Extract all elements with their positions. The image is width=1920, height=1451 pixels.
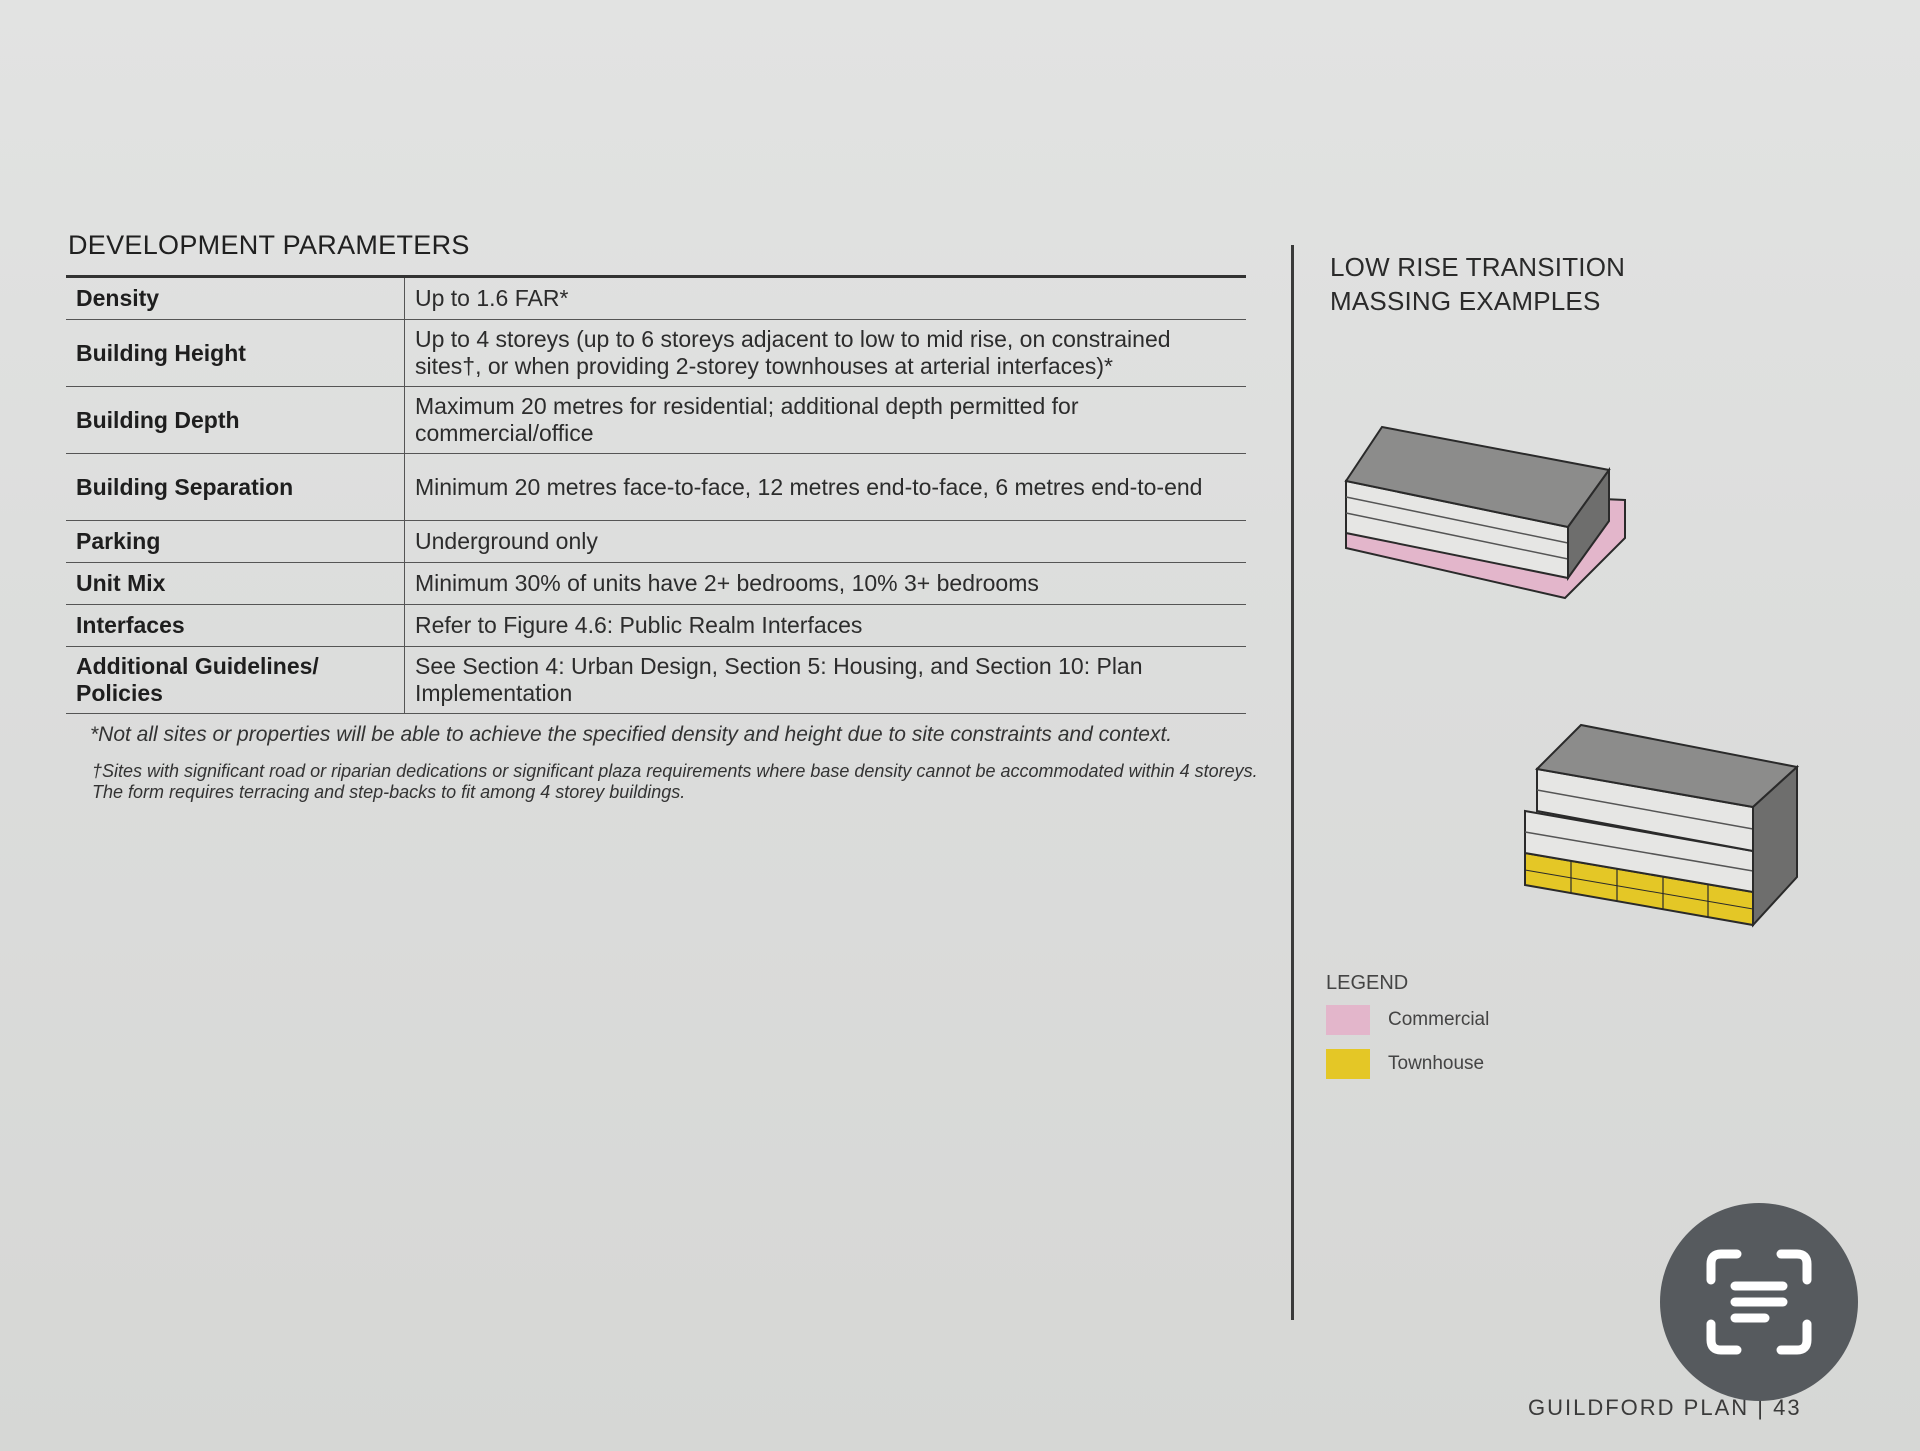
legend-item-commercial <box>1326 1005 1489 1035</box>
text-scan-icon <box>1699 1242 1819 1362</box>
table-row <box>66 387 1246 454</box>
row-label: Building Height <box>66 320 405 387</box>
massing-example-commercial <box>1330 415 1640 615</box>
column-divider <box>1291 245 1294 1320</box>
legend <box>1326 972 1489 1093</box>
table-row <box>66 647 1246 714</box>
legend-label: Townhouse <box>1388 1053 1485 1074</box>
massing-examples-title: LOW RISE TRANSITION MASSING EXAMPLES <box>1330 252 1626 316</box>
row-value: Maximum 20 metres for residential; additional depth permitted for commercial/office <box>405 387 1247 454</box>
table-row <box>66 521 1246 563</box>
row-value: Refer to Figure 4.6: Public Realm Interfaces <box>405 605 1247 647</box>
row-label: Interfaces <box>66 605 405 647</box>
commercial-swatch <box>1326 1005 1370 1035</box>
table-row <box>66 563 1246 605</box>
scan-text-button[interactable] <box>1660 1203 1858 1401</box>
section-title: DEVELOPMENT PARAMETERS <box>68 230 470 260</box>
page-footer: GUILDFORD PLAN | 43 <box>1528 1395 1802 1420</box>
parameters-table <box>66 275 1246 714</box>
row-label: Unit Mix <box>66 563 405 605</box>
table-row <box>66 454 1246 521</box>
development-parameters-section <box>66 230 1258 803</box>
row-label: Parking <box>66 521 405 563</box>
row-label: Additional Guidelines/ Policies <box>66 647 405 714</box>
row-label: Density <box>66 277 405 320</box>
table-row <box>66 277 1246 320</box>
row-value: Up to 1.6 FAR* <box>405 277 1247 320</box>
legend-title: LEGEND <box>1326 972 1409 994</box>
footnote-constrained-sites: †Sites with significant road or riparian dedications or significant plaza requirements where base density cannot be accommodated within 4 storeys. The form requires terracing and step-backs to fit among 4 storey buildings. <box>92 761 1258 802</box>
table-row <box>66 605 1246 647</box>
massing-example-townhouse <box>1515 715 1815 935</box>
legend-item-townhouse <box>1326 1049 1489 1079</box>
row-label: Building Depth <box>66 387 405 454</box>
legend-label: Commercial <box>1388 1009 1490 1030</box>
row-label: Building Separation <box>66 454 405 521</box>
row-value: See Section 4: Urban Design, Section 5: Housing, and Section 10: Plan Implementation <box>405 647 1247 714</box>
townhouse-swatch <box>1326 1049 1370 1079</box>
table-row <box>66 320 1246 387</box>
row-value: Up to 4 storeys (up to 6 storeys adjacent to low to mid rise, on constrained sites†, or when providing 2-storey townhouses at arterial interfaces)* <box>405 320 1247 387</box>
row-value: Minimum 20 metres face-to-face, 12 metres end-to-face, 6 metres end-to-end <box>405 454 1247 521</box>
row-value: Minimum 30% of units have 2+ bedrooms, 10% 3+ bedrooms <box>405 563 1247 605</box>
footnote-density: *Not all sites or properties will be able to achieve the specified density and height due to site constraints and context. <box>90 723 1173 746</box>
row-value: Underground only <box>405 521 1247 563</box>
